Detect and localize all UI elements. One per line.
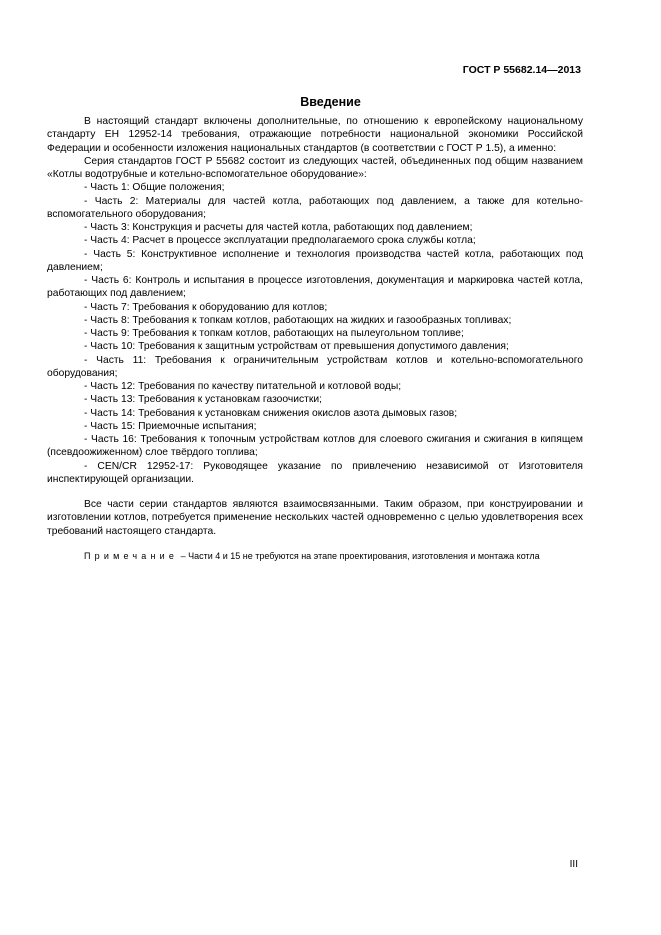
- list-item: - CEN/CR 12952-17: Руководящее указание по привлечению независимой от Изготовителя инспектирующей организации.: [47, 460, 583, 485]
- list-item: - Часть 5: Конструктивное исполнение и технология производства частей котла, работающих под давлением;: [47, 248, 583, 273]
- list-item: - Часть 11: Требования к ограничительным устройствам котлов и котельно-вспомогательного оборудования;: [47, 354, 583, 379]
- list-item: - Часть 7: Требования к оборудованию для котлов;: [84, 301, 328, 313]
- intro-paragraph: В настоящий стандарт включены дополнительные, по отношению к европейскому национальному стандарту ЕН 12952-14 требования, отражающие потребности национальной экономики Российской Федерации и особенности изложения национальных стандартов (в соответствии с ГОСТ Р 1.5), а именно:: [47, 116, 583, 154]
- document-code: ГОСТ Р 55682.14—2013: [462, 64, 581, 76]
- spacer: [47, 538, 583, 550]
- list-item: - Часть 14: Требования к установкам снижения окислов азота дымовых газов;: [84, 407, 458, 419]
- list-item: - Часть 13: Требования к установкам газоочистки;: [84, 394, 322, 406]
- list-item: - Часть 4: Расчет в процессе эксплуатации предполагаемого срока службы котла;: [84, 235, 476, 247]
- list-item: - Часть 16: Требования к топочным устройствам котлов для слоевого сжигания и сжигания в кипящем (псевдоожиженном) слое твёрдого топлива;: [47, 434, 583, 459]
- closing-paragraph: Все части серии стандартов являются взаимосвязанными. Таким образом, при конструировании и изготовлении котлов, потребуется применение нескольких частей одновременно с целью удовлетворения всех требований настоящего стандарта.: [47, 499, 583, 537]
- note-label: Примечание: [84, 550, 179, 561]
- document-body: [47, 115, 583, 563]
- page-number: III: [569, 859, 578, 870]
- list-item: - Часть 6: Контроль и испытания в процессе изготовления, документация и маркировка частей котла, работающих под давлением;: [47, 275, 583, 300]
- list-item: - Часть 8: Требования к топкам котлов, работающих на жидких и газообразных топливах;: [84, 314, 512, 326]
- list-item: - Часть 3: Конструкция и расчеты для частей котла, работающих под давлением;: [84, 222, 473, 233]
- spacer: [47, 486, 583, 498]
- note-text: – Части 4 и 15 не требуются на этапе проектирования, изготовления и монтажа котла: [178, 550, 540, 561]
- list-item: - Часть 1: Общие положения;: [84, 182, 225, 194]
- list-item: - Часть 12: Требования по качеству питательной и котловой воды;: [84, 381, 402, 392]
- section-title: Введение: [300, 95, 361, 109]
- parts-list: [47, 181, 583, 486]
- note: [47, 550, 583, 563]
- list-item: - Часть 15: Приемочные испытания;: [84, 420, 257, 432]
- series-intro-paragraph: Серия стандартов ГОСТ Р 55682 состоит из следующих частей, объединенных под общим названием «Котлы водотрубные и котельно-вспомогательное оборудование»:: [47, 155, 583, 180]
- list-item: - Часть 2: Материалы для частей котла, работающих под давлением, а также для котельно-вспомогательного оборудования;: [47, 195, 583, 220]
- list-item: - Часть 9: Требования к топкам котлов, работающих на пылеугольном топливе;: [84, 328, 464, 339]
- list-item: - Часть 10: Требования к защитным устройствам от превышения допустимого давления;: [84, 341, 509, 353]
